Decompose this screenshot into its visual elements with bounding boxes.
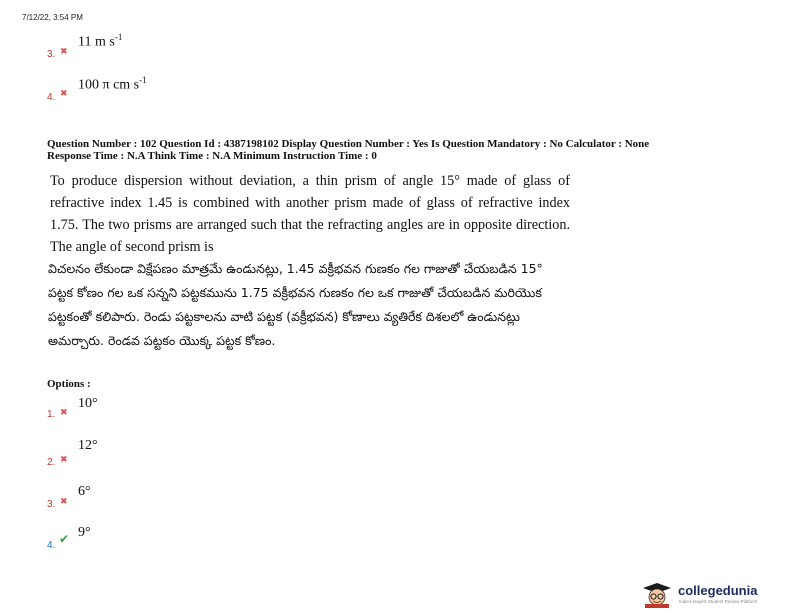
logo-tagline: India's largest Student Review Platform (679, 599, 758, 604)
option-1-value: 10° (78, 396, 98, 411)
question-meta-line-2: Response Time : N.A Think Time : N.A Minimum Instruction Time : 0 (47, 150, 377, 162)
option-4-number: 4. (47, 540, 56, 551)
option-3-number: 3. (47, 499, 56, 510)
option-2-number: 2. (47, 457, 56, 468)
wrong-mark-icon: ✖ (60, 47, 68, 57)
option-3-value: 6° (78, 484, 91, 499)
prev-option-4-value: 100 π cm $s^{-1}$ (78, 75, 147, 93)
question-text-telugu: విచలనం లేకుండా విక్షేపణం మాత్రమే ఉండునట్లు, 1.45 వక్రీభవన గుణకం గల గాజుతో చేయబడిన 15° పట్టక కోణం గల ఒక సన్నని పట్టకమును 1.75 వక్రీభవన గుణకం గల ఒక గాజుతో చేయబడిన మరియొక పట్టకంతో కలిపారు. రెండు పట్టకాలను వాటి పట్టక (వక్రీభవన) కోణాలు వ్యతిరేక దిశలలో ఉండునట్లు అమర్చారు. రెండవ పట్టకం యొక్క పట్టక కోణం. (48, 261, 543, 348)
option-2-value: 12° (78, 438, 98, 453)
logo-wordmark: collegedunia (678, 583, 758, 598)
correct-check-icon: ✔ (59, 532, 70, 546)
option-4-value: 9° (78, 525, 91, 540)
question-text-english: To produce dispersion without deviation, a thin prism of angle 15° made of glass of refractive index 1.45 is combined with another prism made of glass of refractive index 1.75. The two prisms are arranged such that the refracting angles are in opposite direction. The angle of second prism is (50, 173, 570, 255)
wrong-mark-icon: ✖ (60, 455, 68, 465)
wrong-mark-icon: ✖ (60, 89, 68, 99)
collegedunia-logo (640, 580, 790, 608)
prev-option-4-number: 4. (47, 92, 56, 103)
mascot-icon (640, 582, 674, 613)
wrong-mark-icon: ✖ (60, 408, 68, 418)
prev-option-3-number: 3. (47, 49, 56, 60)
options-heading: Options : (47, 378, 91, 390)
print-timestamp: 7/12/22, 3:54 PM (22, 13, 83, 22)
wrong-mark-icon: ✖ (60, 497, 68, 507)
option-1-number: 1. (47, 409, 56, 420)
question-meta-line-1: Question Number : 102 Question Id : 4387198102 Display Question Number : Yes Is Question Mandatory : No Calculator : None (47, 138, 650, 150)
prev-option-3-value: 11 m $s^{-1}$ (78, 32, 123, 50)
